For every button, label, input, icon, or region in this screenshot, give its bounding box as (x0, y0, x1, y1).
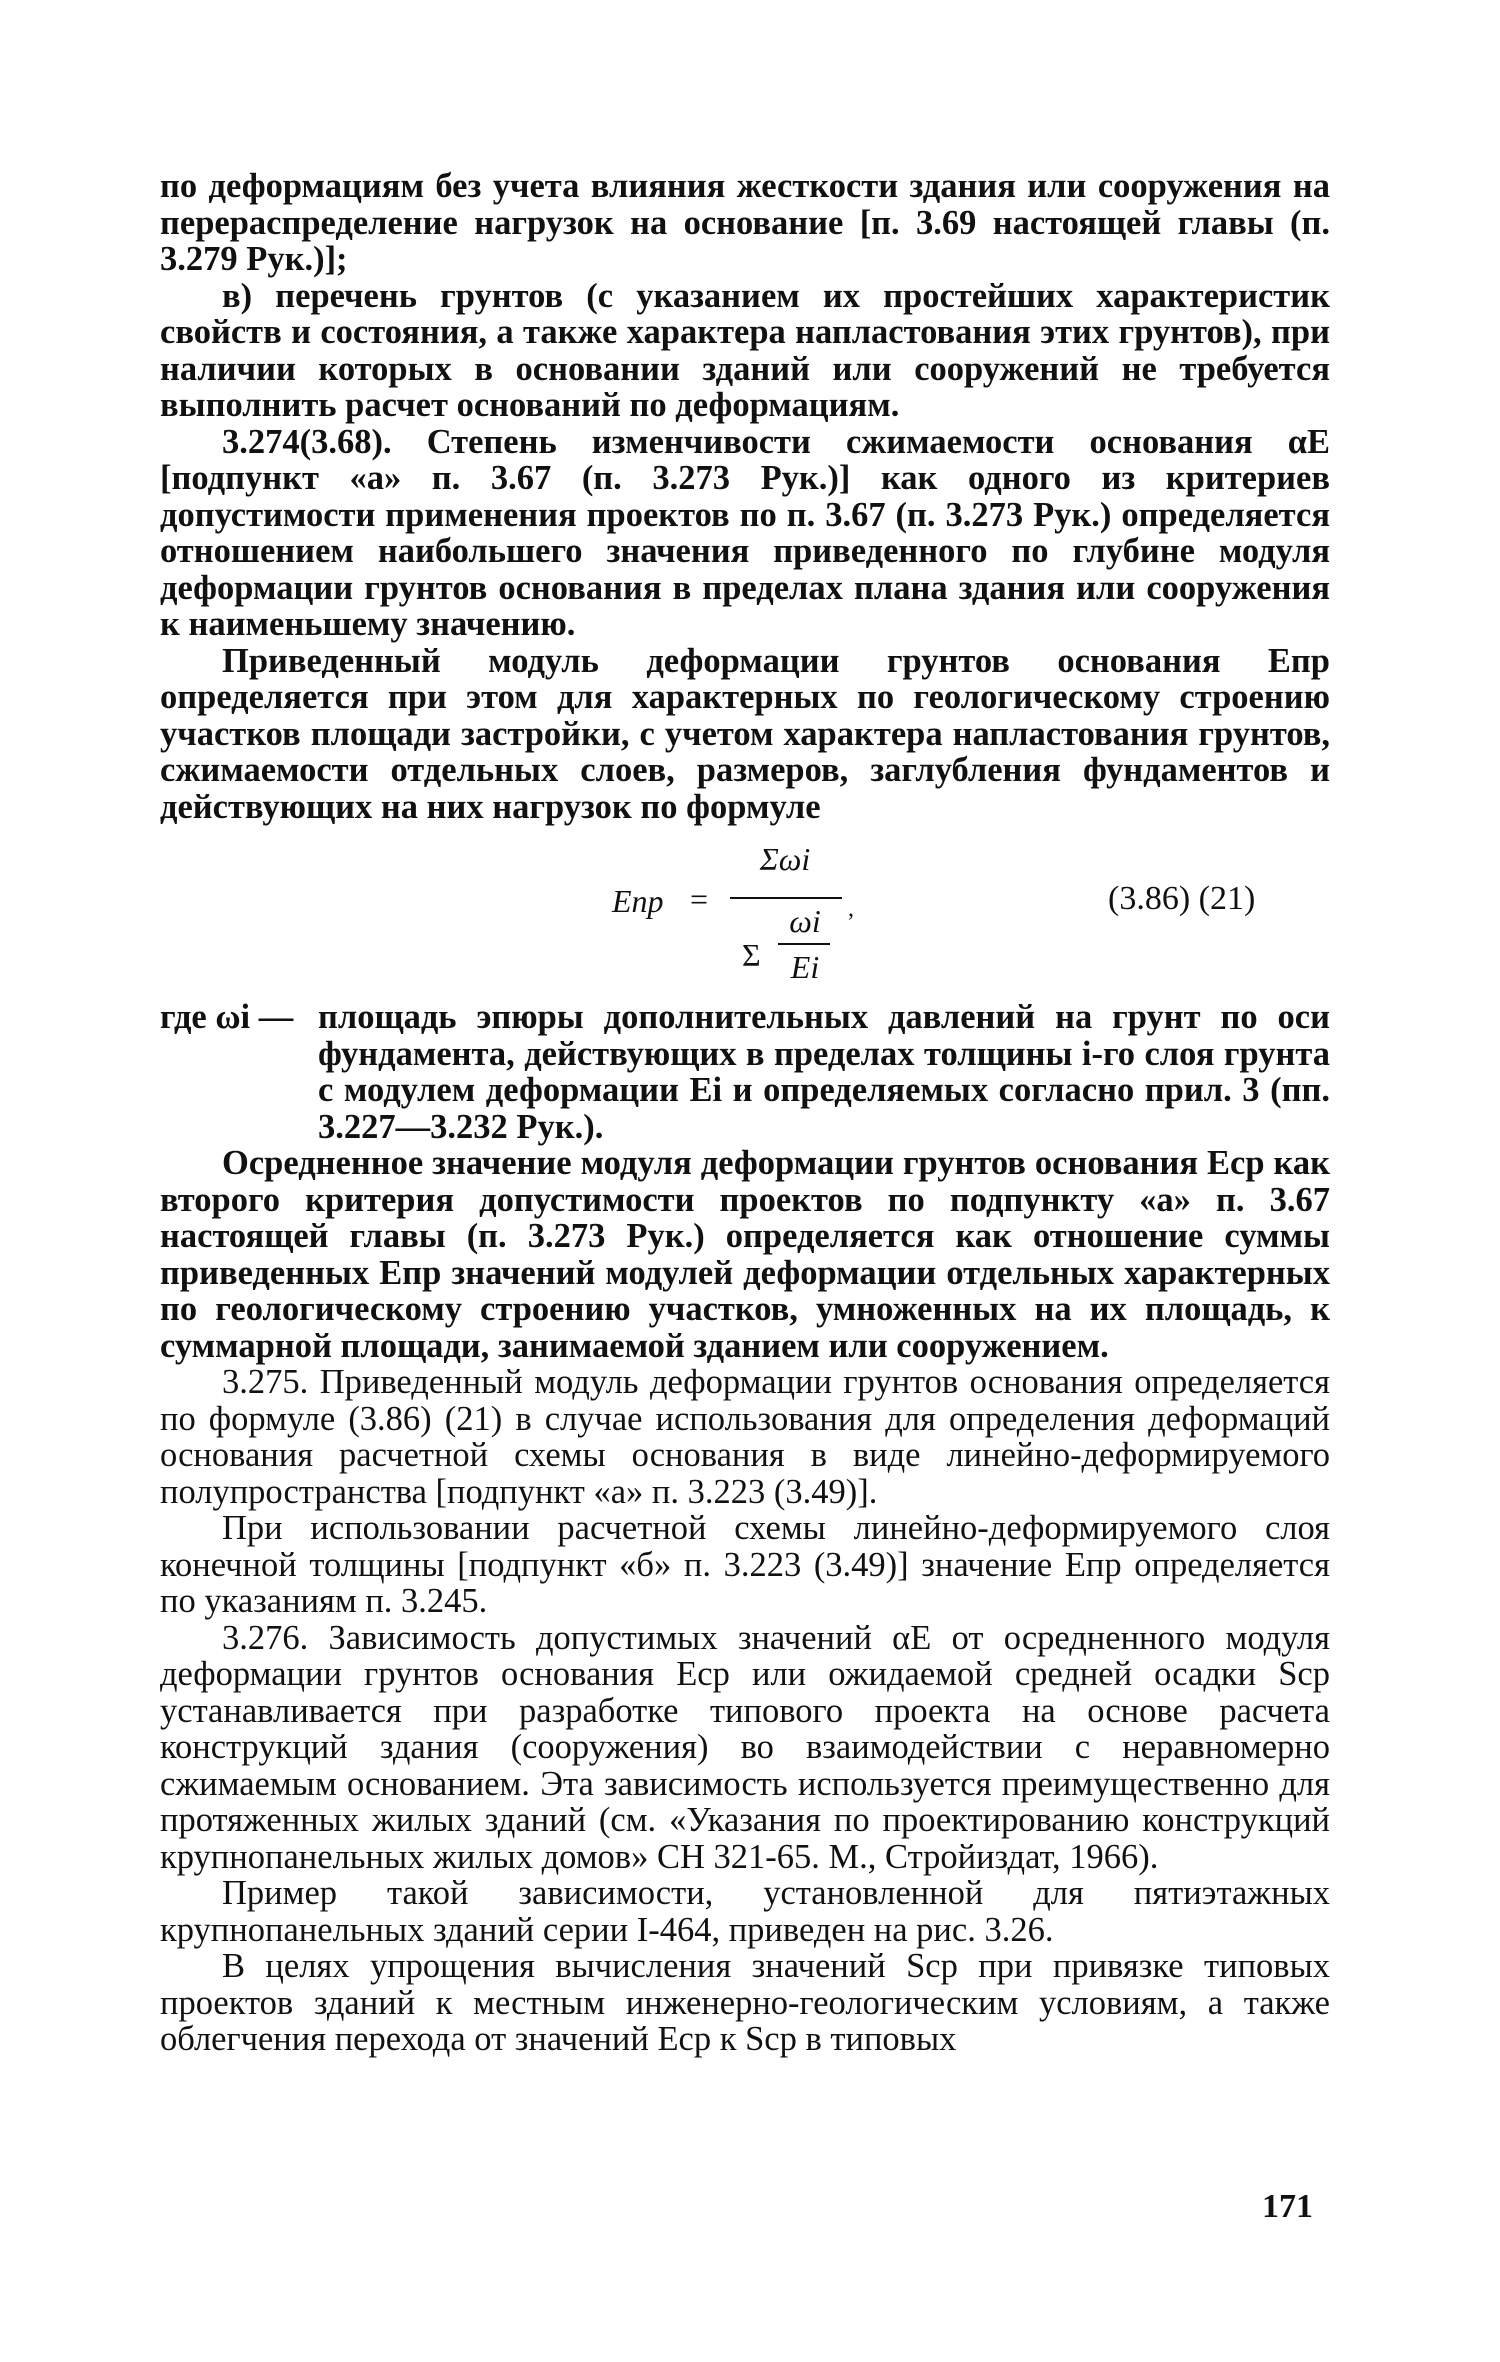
formula-3-86 (160, 839, 1330, 989)
paragraph-finite-layer: При использовании расчетной схемы линейно-деформируемого слоя конечной толщины [подпункт «б» п. 3.223 (3.49)] значение Eпр определяется по указаниям п. 3.245. (160, 1509, 1330, 1620)
formula-fraction-bar (730, 897, 842, 899)
paragraph-3-275: 3.275. Приведенный модуль деформации грунтов основания определяется по формуле (3.86) (21) в случае использования для определения деформаций основания расчетной схемы основания в виде линейно-деформируемого полупространства [подпункт «а» п. 3.223 (3.49)]. (160, 1363, 1330, 1511)
formula-inner-fraction-bar (778, 943, 830, 945)
formula-equals: = (690, 881, 709, 917)
paragraph-continuation: по деформациям без учета влияния жесткости здания или сооружения на перераспределение нагрузок на основание [п. 3.69 настоящей главы (п. 3.279 Рук.)]; (160, 167, 1330, 278)
paragraph-example: Пример такой зависимости, установленной для пятиэтажных крупнопанельных зданий серии I-464, приведен на рис. 3.26. (160, 1874, 1330, 1949)
where-definition: площадь эпюры дополнительных давлений на грунт по оси фундамента, действующих в пределах толщины i-го слоя грунта с модулем деформации Ei и определяемых согласно прил. 3 (пп. 3.227—3.232 Рук.). (318, 998, 1330, 1146)
formula-trailing: , (848, 896, 854, 922)
paragraph-average-modulus: Осредненное значение модуля деформации грунтов основания Eср как второго критерия допустимости проектов по подпункту «а» п. 3.67 настоящей главы (п. 3.273 Рук.) определяется как отношение суммы приведенных Eпр значений модулей деформации отдельных характерных по геологическому строению участков, умноженных на их площадь, к суммарной площади, занимаемой зданием или сооружением. (160, 1144, 1330, 1365)
where-label: где ωi — (160, 998, 294, 1036)
where-clause (160, 999, 1330, 1145)
formula-inner-numerator: ωi (789, 903, 821, 939)
paragraph-3-274: 3.274(3.68). Степень изменчивости сжимаемости основания αE [подпункт «а» п. 3.67 (п. 3.273 Рук.)] как одного из критериев допустимости применения проектов по п. 3.67 (п. 3.273 Рук.) определяется отношением наибольшего значения приведенного по глубине модуля деформации грунтов основания в пределах плана здания или сооружения к наименьшему значению. (160, 422, 1330, 643)
formula-inner-denominator: Ei (790, 949, 820, 985)
formula-lhs: Eпр (612, 883, 664, 919)
formula-sigma: Σ (742, 937, 761, 973)
paragraph-reduced-modulus: Приведенный модуль деформации грунтов основания Eпр определяется при этом для характерных по геологическому строению участков площади застройки, с учетом характера напластования грунтов, сжимаемости отдельных слоев, размеров, заглубления фундаментов и действующих на них нагрузок по формуле (160, 641, 1330, 826)
paragraph-list-item-v: в) перечень грунтов (с указанием их простейших характеристик свойств и состояния, а также характера напластования этих грунтов), при наличии которых в основании зданий или сооружений не требуется выполнить расчет оснований по деформациям. (160, 276, 1330, 424)
page-number: 171 (1262, 2188, 1313, 2225)
formula-numerator: Σωi (759, 841, 811, 877)
formula-number: (3.86) (21) (1108, 880, 1256, 917)
body-text (160, 168, 1330, 2058)
paragraph-3-276: 3.276. Зависимость допустимых значений αE от осредненного модуля деформации грунтов основания Eср или ожидаемой средней осадки Sср устанавливается при разработке типового проекта на основе расчета конструкций здания (сооружения) во взаимодействии с неравномерно сжимаемым основанием. Эта зависимость используется преимущественно для протяженных жилых зданий (см. «Указания по проектированию конструкций крупнопанельных жилых домов» СН 321-65. М., Стройиздат, 1966). (160, 1618, 1330, 1876)
paragraph-simplification: В целях упрощения вычисления значений Sср при привязке типовых проектов зданий к местным инженерно-геологическим условиям, а также облегчения перехода от значений Eср к Sср в типовых (160, 1947, 1330, 2058)
